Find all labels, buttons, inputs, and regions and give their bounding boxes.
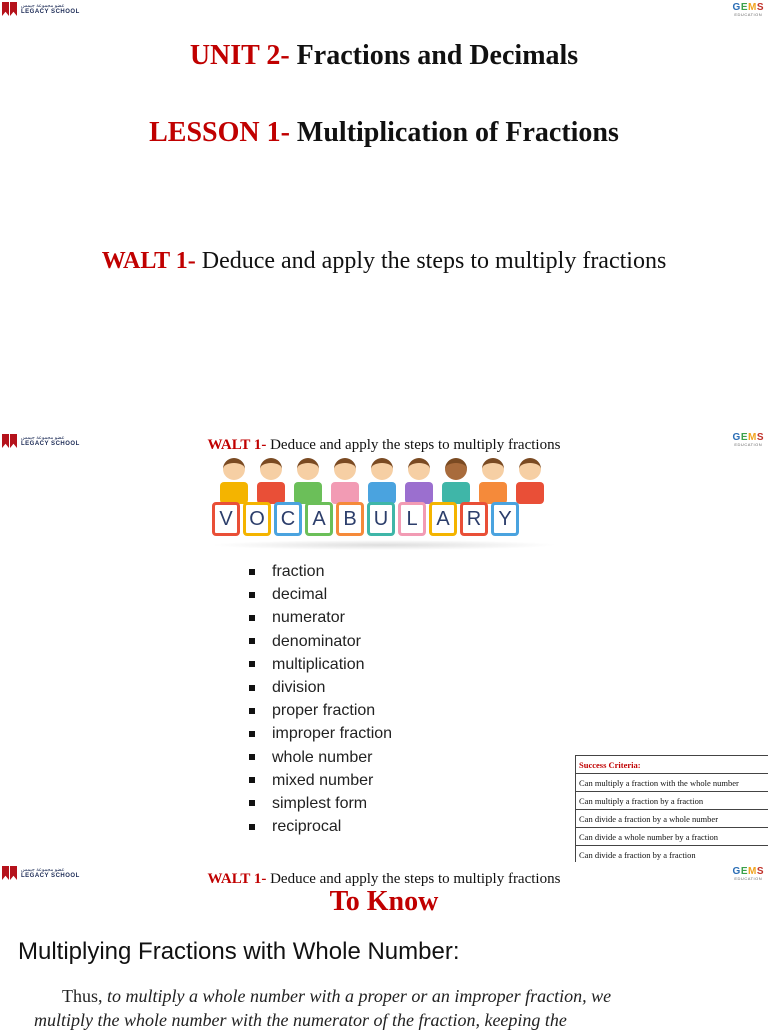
list-item (245, 722, 392, 745)
success-criteria-header: Success Criteria: (576, 756, 768, 774)
school-tagline: عضو مجموعة جيمس (21, 3, 65, 9)
bullet-icon (249, 754, 255, 760)
bullet-icon (249, 800, 255, 806)
paragraph-text: to multiply a whole number with a proper or an improper fraction, we (107, 986, 611, 1006)
list-item (245, 746, 392, 769)
vocab-term: denominator (272, 630, 361, 653)
criteria-cell: Can divide a whole number by a fraction (576, 828, 768, 846)
list-item (245, 606, 392, 629)
bullet-icon (249, 824, 255, 830)
letter-block: A (429, 502, 457, 536)
criteria-cell: Can multiply a fraction by a fraction (576, 792, 768, 810)
list-item (245, 769, 392, 792)
vocab-term: mixed number (272, 769, 373, 792)
letter-block: V (212, 502, 240, 536)
walt-text: Deduce and apply the steps to multiply fractions (270, 871, 560, 887)
vocab-term: multiplication (272, 653, 364, 676)
section-subheading: Multiplying Fractions with Whole Number: (18, 938, 459, 966)
letter-block: L (398, 502, 426, 536)
criteria-cell: Can divide a fraction by a whole number (576, 810, 768, 828)
child-reading-icon (257, 458, 285, 504)
letter-block: C (274, 502, 302, 536)
gems-education-label: EDUCATION (733, 443, 764, 447)
bullet-icon (249, 731, 255, 737)
vocabulary-banner-image (210, 458, 558, 553)
list-item (245, 583, 392, 606)
walt-objective (0, 437, 768, 454)
unit-heading (0, 40, 768, 72)
legacy-school-logo (2, 2, 80, 16)
bullet-icon (249, 638, 255, 644)
letter-block: R (460, 502, 488, 536)
school-flag-icon (2, 2, 18, 16)
table-row (576, 828, 768, 846)
bullet-icon (249, 661, 255, 667)
child-reading-icon (294, 458, 322, 504)
children-illustration (220, 458, 544, 504)
gems-wordmark: GEMS (733, 432, 764, 443)
walt-label: WALT 1- (208, 871, 267, 887)
paragraph-line-2: multiply the whole number with the numerator of the fraction, keeping the (34, 1008, 734, 1032)
school-name: LEGACY SCHOOL (21, 441, 80, 447)
to-know-heading: To Know (0, 886, 768, 918)
table-row (576, 792, 768, 810)
gems-logo (733, 2, 764, 17)
child-reading-icon (368, 458, 396, 504)
letter-block: U (367, 502, 395, 536)
explanation-paragraph (34, 984, 734, 1032)
letter-block: B (336, 502, 364, 536)
letter-block: Y (491, 502, 519, 536)
vocab-term: proper fraction (272, 699, 375, 722)
vocab-term: whole number (272, 746, 373, 769)
vocab-term: division (272, 676, 325, 699)
child-reading-icon (516, 458, 544, 504)
slide-title (0, 0, 768, 420)
bullet-icon (249, 685, 255, 691)
vocab-term: numerator (272, 606, 345, 629)
walt-label: WALT 1- (102, 248, 196, 274)
walt-text: Deduce and apply the steps to multiply fractions (202, 248, 667, 274)
gems-education-label: EDUCATION (733, 877, 764, 881)
bullet-icon (249, 592, 255, 598)
table-row (576, 846, 768, 864)
vocab-term: decimal (272, 583, 327, 606)
paragraph-line-1 (34, 984, 734, 1008)
gems-wordmark: GEMS (733, 866, 764, 877)
gems-education-label: EDUCATION (733, 13, 764, 17)
list-item (245, 676, 392, 699)
vocabulary-blocks (212, 502, 519, 536)
child-reading-icon (405, 458, 433, 504)
bullet-icon (249, 777, 255, 783)
walt-label: WALT 1- (208, 437, 267, 453)
letter-block: O (243, 502, 271, 536)
unit-title: Fractions and Decimals (297, 40, 579, 71)
vocabulary-list (245, 560, 392, 838)
school-name: LEGACY SCHOOL (21, 9, 80, 15)
bullet-icon (249, 708, 255, 714)
paragraph-lead: Thus, (62, 986, 103, 1006)
lesson-heading (0, 117, 768, 149)
list-item (245, 792, 392, 815)
vocab-term: improper fraction (272, 722, 392, 745)
child-reading-icon (220, 458, 248, 504)
school-name: LEGACY SCHOOL (21, 873, 80, 879)
school-tagline: عضو مجموعة جيمس (21, 867, 65, 873)
vocab-term: reciprocal (272, 815, 341, 838)
lesson-label: LESSON 1- (149, 117, 290, 148)
unit-label: UNIT 2- (190, 40, 290, 71)
child-reading-icon (479, 458, 507, 504)
list-item (245, 699, 392, 722)
list-item (245, 560, 392, 583)
child-reading-icon (442, 458, 470, 504)
letter-block: A (305, 502, 333, 536)
success-criteria-table (575, 755, 768, 864)
list-item (245, 815, 392, 838)
child-reading-icon (331, 458, 359, 504)
bullet-icon (249, 615, 255, 621)
list-item (245, 630, 392, 653)
table-row (576, 810, 768, 828)
vocab-term: simplest form (272, 792, 367, 815)
walt-text: Deduce and apply the steps to multiply fractions (270, 437, 560, 453)
criteria-cell: Can multiply a fraction with the whole number (576, 774, 768, 792)
vocab-term: fraction (272, 560, 324, 583)
bullet-icon (249, 569, 255, 575)
walt-objective (0, 248, 768, 275)
table-row (576, 774, 768, 792)
banner-shadow (210, 540, 558, 550)
criteria-cell: Can divide a fraction by a fraction (576, 846, 768, 864)
list-item (245, 653, 392, 676)
school-tagline: عضو مجموعة جيمس (21, 435, 65, 441)
school-logo-text (21, 3, 80, 15)
gems-wordmark: GEMS (733, 2, 764, 13)
table-row (576, 756, 768, 774)
lesson-title: Multiplication of Fractions (297, 117, 619, 148)
